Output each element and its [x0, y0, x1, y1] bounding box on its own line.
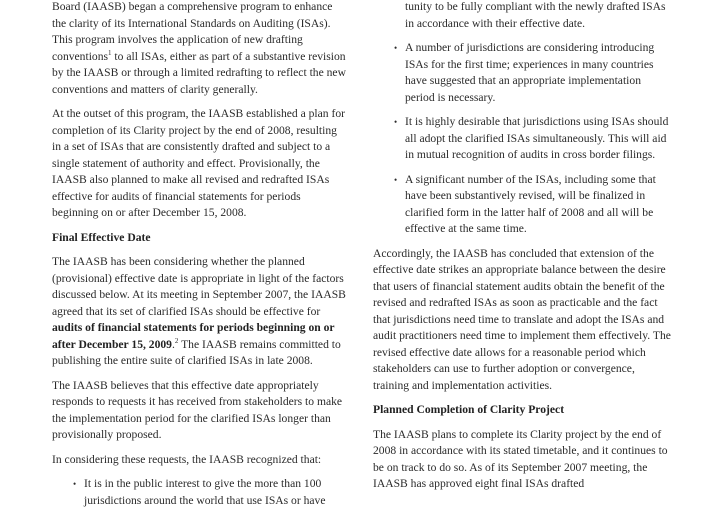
left-column — [52, 0, 347, 517]
list-item: • A number of jurisdictions are considering introducing ISAs for the first time; experiences in many countries have suggested that an appropriate implementation period is necessary. — [394, 41, 655, 104]
bullet-icon: • — [394, 117, 398, 127]
heading-planned-completion: Planned Completion of Clarity Project — [373, 403, 565, 416]
bullet-icon: • — [394, 43, 398, 53]
paragraph-accordingly: Accordingly, the IAASB has concluded that extension of the effective date strikes an appropriate balance between the desire that users of financial statement audits obtain the benefit of the revised and redrafted ISAs as soon as practicable and the fact that jurisdictions need time to translate and adopt the ISAs and audit practitioners need time to implement them effectively. The revised effective date allows for a reasonable period which stakeholders can use to further adoption or convergence, training and implementation activities. — [373, 246, 671, 392]
paragraph-clarity-program: Board (IAASB) began a comprehensive program to enhance the clarity of its International Standards on Auditing (ISAs). This program involves the application of new drafting conventions$^1$ to all ISAs, either as part of a substantive revision by the IAASB or through a limited redrafting to reflect the new conventions and matters of clarity generally. — [52, 0, 346, 96]
bullet-icon: • — [73, 479, 77, 489]
list-item-continuation: tunity to be fully compliant with the newly drafted ISAs in accordance with their effective date. — [405, 0, 666, 30]
paragraph-stakeholder-requests: The IAASB believes that this effective date appropriately responds to requests it has received from stakeholders to make the implementation period for the clarified ISAs longer than provisionally proposed. — [52, 378, 343, 441]
paragraph-recognized-intro: In considering these requests, the IAASB recognized that: — [52, 452, 322, 466]
footnote-marker-1[interactable]: 1 — [108, 48, 112, 57]
right-column — [373, 0, 673, 501]
list-item: • It is highly desirable that jurisdictions using ISAs should all adopt the clarified ISAs simultaneously. This will aid in mutual recognition of audits in cross border filings. — [394, 115, 669, 161]
paragraph-outset-plan: At the outset of this program, the IAASB established a plan for completion of its Clarity project by the end of 2008, resulting in a set of ISAs that are consistently drafted and subject to a single statement of authority and effect. Provisionally, the IAASB also planned to make all revised and redrafted ISAs effective for audits of financial statements for periods beginning on or after December 15, 2008. — [52, 107, 346, 219]
bullet-list — [373, 40, 673, 238]
bullet-icon: • — [394, 174, 398, 185]
footnote-marker-2[interactable]: 2 — [174, 336, 179, 345]
heading-final-effective-date: Final Effective Date — [52, 230, 151, 244]
bold-effective-date: audits of financial statements for periods beginning on or after December 15, 2009 — [52, 321, 335, 351]
paragraph-planned-completion: The IAASB plans to complete its Clarity project by the end of 2008 in accordance with its stated timetable, and it continues to be on track to do so. As of its September 2007 meeting, the IAASB has approved eight final ISAs drafted — [373, 427, 668, 490]
list-item: • A significant number of the ISAs, including some that have been substantively revised, will be finalized in clarified form in the latter half of 2008 and all will be effective at the same time. — [394, 172, 656, 235]
list-item: • It is in the public interest to give the more than 100 jurisdictions around the world that use ISAs or have — [73, 477, 326, 507]
bullet-list-start — [52, 476, 347, 509]
paragraph-effective-date-decision: The IAASB has been considering whether the planned (provisional) effective date is appropriate in light of the factors discussed below. At its meeting in September 2007, the IAASB agreed that its set of clarified ISAs should be effective for audits of financial statements for periods beginning on or after December 15, 2009.$^2$ The IAASB remains committed to publishing the entire suite of clarified ISAs in late 2008. — [52, 255, 346, 367]
